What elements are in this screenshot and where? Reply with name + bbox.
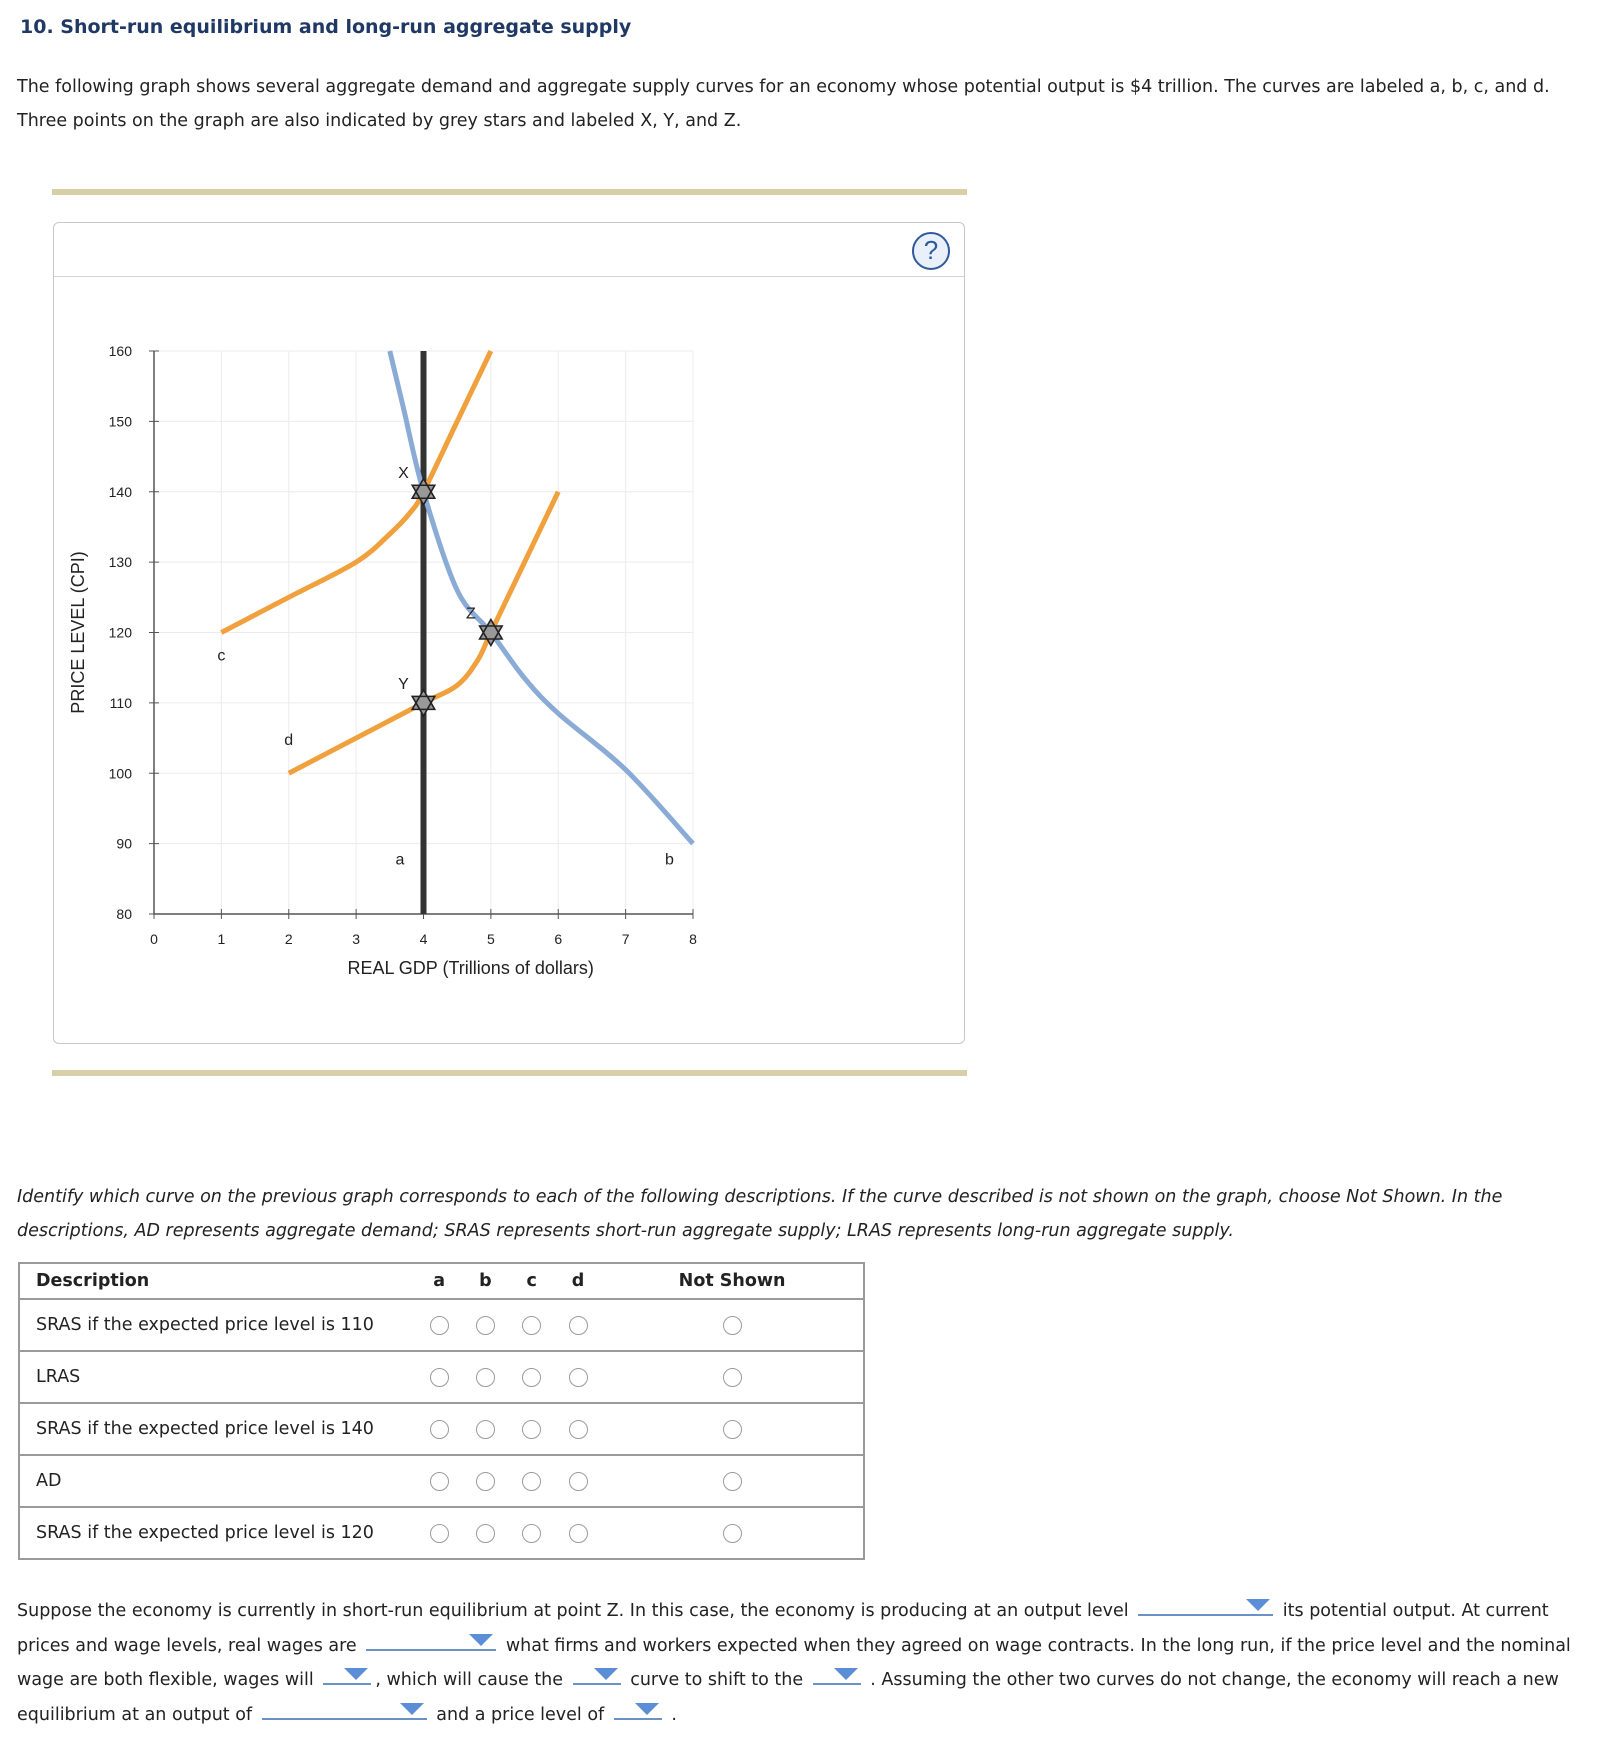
chevron-down-icon: [594, 1668, 618, 1680]
question-intro: The following graph shows several aggregate demand and aggregate supply curves for an economy whose potential output is $4 trillion. The curves are labeled a, b, c, and d. Three points on the graph are also indicated by grey stars and labeled X, Y, and Z.: [17, 77, 1550, 131]
header-not-shown: Not Shown: [601, 1263, 864, 1299]
radio-row1-b[interactable]: [476, 1316, 495, 1335]
chevron-down-icon: [400, 1703, 424, 1715]
y-tick-label: 140: [108, 483, 132, 500]
shifting-curve-dropdown[interactable]: [573, 1663, 621, 1685]
header-b: b: [462, 1263, 508, 1299]
question-title: 10. Short-run equilibrium and long-run aggregate supply: [20, 16, 632, 38]
point-label-y: Y: [398, 675, 409, 693]
row-description: SRAS if the expected price level is 120: [19, 1507, 416, 1559]
radio-row1-not-shown[interactable]: [723, 1316, 742, 1335]
para-text-7: and a price level of: [436, 1704, 605, 1725]
y-tick-label: 120: [108, 624, 132, 641]
y-axis-label: PRICE LEVEL (CPI): [68, 551, 88, 714]
header-d: d: [555, 1263, 601, 1299]
point-x-star-icon: [412, 479, 435, 505]
radio-row2-b[interactable]: [476, 1368, 495, 1387]
x-tick-label: 0: [150, 931, 158, 947]
table-row: [19, 1299, 864, 1351]
x-tick-label: 5: [486, 931, 495, 947]
x-tick-label: 4: [419, 931, 428, 947]
curve-label-c: c: [217, 647, 226, 665]
para-text-6: . Assuming the other two curves do not change, the economy will reach a new equilibrium at an output of: [17, 1670, 1559, 1725]
header-c: c: [509, 1263, 555, 1299]
radio-row1-c[interactable]: [522, 1316, 541, 1335]
point-label-x: X: [398, 464, 409, 482]
y-tick-label: 100: [108, 765, 132, 782]
radio-row1-d[interactable]: [569, 1316, 588, 1335]
y-tick-label: 90: [116, 835, 132, 852]
table-header-row: [19, 1263, 864, 1299]
radio-row1-a[interactable]: [430, 1316, 449, 1335]
radio-row3-b[interactable]: [476, 1420, 495, 1439]
radio-row2-a[interactable]: [430, 1368, 449, 1387]
chevron-down-icon: [635, 1703, 659, 1715]
row-description: LRAS: [19, 1351, 416, 1403]
radio-row5-b[interactable]: [476, 1524, 495, 1543]
x-tick-label: 3: [352, 931, 361, 947]
aggregate-supply-demand-chart: [54, 223, 964, 1043]
radio-row3-a[interactable]: [430, 1420, 449, 1439]
curve-identification-table: [18, 1262, 865, 1560]
para-text-1: Suppose the economy is currently in short-run equilibrium at point Z. In this case, the economy is producing at an output level: [17, 1601, 1129, 1621]
table-row: [19, 1455, 864, 1507]
radio-row3-not-shown[interactable]: [723, 1420, 742, 1439]
radio-row3-d[interactable]: [569, 1420, 588, 1439]
graph-bottom-rule: [52, 1070, 967, 1076]
y-tick-label: 110: [109, 694, 132, 711]
header-a: a: [416, 1263, 462, 1299]
radio-row5-a[interactable]: [430, 1524, 449, 1543]
radio-row2-c[interactable]: [522, 1368, 541, 1387]
y-tick-label: 150: [108, 413, 132, 430]
chevron-down-icon: [1246, 1599, 1270, 1611]
curve-label-b: b: [664, 851, 674, 869]
para-text-5: curve to shift to the: [630, 1670, 804, 1690]
para-text-4: , which will cause the: [375, 1670, 564, 1690]
new-price-level-dropdown[interactable]: [614, 1698, 662, 1720]
para-text-2: its potential output. At current prices and wage levels, real wages are: [17, 1601, 1549, 1656]
new-output-dropdown[interactable]: [262, 1698, 427, 1720]
radio-row4-not-shown[interactable]: [723, 1472, 742, 1491]
table-instructions: Identify which curve on the previous graph corresponds to each of the following descriptions. If the curve described is not shown on the graph, choose Not Shown. In the descriptions, AD represents aggregate demand; SRAS represents short-run aggregate supply; LRAS represents long-run aggregate supply.: [17, 1187, 1503, 1241]
equilibrium-paragraph: [17, 1594, 1597, 1732]
help-button[interactable]: ?: [912, 232, 950, 270]
chevron-down-icon: [344, 1668, 368, 1680]
x-tick-label: 2: [284, 931, 293, 947]
curve-b-ad: [390, 351, 693, 844]
radio-row5-c[interactable]: [522, 1524, 541, 1543]
header-description: Description: [19, 1263, 416, 1299]
x-tick-label: 1: [217, 931, 226, 947]
radio-row4-b[interactable]: [476, 1472, 495, 1491]
point-y-star-icon: [412, 690, 435, 716]
x-tick-label: 6: [554, 931, 563, 947]
real-wages-dropdown[interactable]: [366, 1629, 496, 1651]
point-label-z: Z: [465, 605, 476, 623]
radio-row2-not-shown[interactable]: [723, 1368, 742, 1387]
curve-label-a: a: [395, 851, 405, 869]
radio-row4-a[interactable]: [430, 1472, 449, 1491]
chevron-down-icon: [834, 1668, 858, 1680]
curve-label-d: d: [284, 732, 294, 750]
x-axis-label: REAL GDP (Trillions of dollars): [347, 958, 594, 978]
radio-row5-d[interactable]: [569, 1524, 588, 1543]
y-tick-label: 80: [116, 906, 132, 922]
output-level-dropdown[interactable]: [1138, 1594, 1273, 1616]
radio-row2-d[interactable]: [569, 1368, 588, 1387]
graph-top-rule: [52, 189, 967, 195]
x-tick-label: 8: [689, 931, 697, 947]
shift-direction-dropdown[interactable]: [813, 1663, 861, 1685]
y-tick-label: 130: [108, 554, 132, 571]
row-description: SRAS if the expected price level is 140: [19, 1403, 416, 1455]
x-tick-label: 7: [621, 931, 630, 947]
wages-direction-dropdown[interactable]: [323, 1663, 371, 1685]
table-row: [19, 1403, 864, 1455]
table-row: [19, 1507, 864, 1559]
y-tick-label: 160: [108, 343, 132, 359]
table-row: [19, 1351, 864, 1403]
chevron-down-icon: [469, 1634, 493, 1646]
row-description: AD: [19, 1455, 416, 1507]
radio-row4-c[interactable]: [522, 1472, 541, 1491]
radio-row5-not-shown[interactable]: [723, 1524, 742, 1543]
para-text-8: .: [671, 1704, 677, 1725]
graph-panel: [53, 222, 965, 1044]
para-text-3: what firms and workers expected when they agreed on wage contracts. In the long run, if the price level and the nominal wage are both flexible, wages will: [17, 1635, 1571, 1690]
radio-row3-c[interactable]: [522, 1420, 541, 1439]
radio-row4-d[interactable]: [569, 1472, 588, 1491]
row-description: SRAS if the expected price level is 110: [19, 1299, 416, 1351]
